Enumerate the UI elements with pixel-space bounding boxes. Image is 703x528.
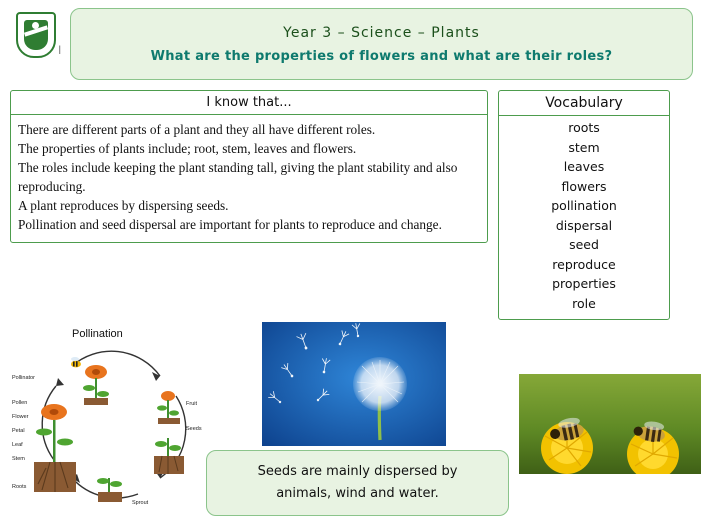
know-line: The properties of plants include; root, stem, leaves and flowers. [18, 141, 357, 156]
header [10, 8, 693, 80]
pollination-diagram [10, 328, 225, 526]
content-columns [10, 90, 693, 320]
know-line: The roles include keeping the plant standing tall, giving the plant stability and also reproducing. [18, 160, 458, 194]
diagram-label-fruit: Fruit [186, 401, 197, 407]
vocabulary-item: role [572, 295, 596, 311]
seedling-right-icon [154, 438, 184, 474]
vocabulary-item: seed [569, 237, 599, 252]
i-know-that-body [17, 120, 481, 234]
seed-dispersal-statement [206, 450, 509, 516]
diagram-label-pollinator: Pollinator [12, 375, 35, 381]
vocabulary-item: properties [552, 276, 616, 291]
seed-dispersal-line-1: Seeds are mainly dispersed by [257, 464, 458, 479]
bees-on-dandelion-photo [519, 374, 701, 474]
page-title: Year 3 – Science – Plants [283, 24, 480, 41]
vocabulary-list [503, 118, 665, 313]
know-line: Pollination and seed dispersal are important for plants to reproduce and change. [18, 217, 442, 232]
know-line: There are different parts of a plant and they all have different roles. [18, 122, 376, 137]
i-know-that-panel [10, 90, 488, 243]
diagram-label-seeds: Seeds [186, 426, 202, 432]
vocabulary-title: Vocabulary [499, 93, 669, 116]
lesson-question: What are the properties of flowers and what are their roles? [150, 48, 613, 64]
i-know-that-title: I know that... [11, 93, 487, 115]
lower-section [10, 328, 693, 528]
flower-top-icon [83, 365, 109, 405]
flower-left-icon [34, 404, 76, 492]
vocabulary-item: roots [568, 120, 600, 135]
diagram-label-roots: Roots [12, 484, 27, 490]
vocabulary-item: flowers [561, 178, 607, 194]
diagram-label-pollen: Pollen [12, 400, 28, 406]
vocabulary-panel [498, 90, 670, 320]
bees-photo-graphic [519, 374, 701, 474]
diagram-label-stem: Stem [12, 456, 25, 462]
pollination-diagram-title: Pollination [72, 328, 123, 340]
school-crest-icon [16, 12, 61, 58]
crest-shield-icon [24, 20, 48, 50]
seed-dispersal-line-2: animals, wind and water. [276, 486, 439, 501]
crest-side-mark-icon: | [58, 44, 61, 54]
diagram-label-leaf: Leaf [12, 442, 23, 448]
vocabulary-item: pollination [551, 198, 617, 213]
vocabulary-item: dispersal [555, 217, 613, 233]
know-line: A plant reproduces by dispersing seeds. [18, 198, 229, 213]
bee-icon [71, 357, 81, 367]
diagram-label-petal: Petal [12, 428, 25, 434]
vocabulary-item: reproduce [552, 256, 616, 272]
dandelion-photo-graphic [262, 322, 446, 446]
dandelion-seedhead-photo [262, 322, 446, 446]
vocabulary-item: stem [568, 139, 600, 155]
vocabulary-item: leaves [563, 159, 605, 174]
sprout-icon [97, 478, 122, 502]
diagram-label-flower: Flower [12, 414, 29, 420]
diagram-label-sprout: Sprout [132, 500, 149, 506]
school-crest-container [10, 8, 62, 80]
title-banner [70, 8, 693, 80]
